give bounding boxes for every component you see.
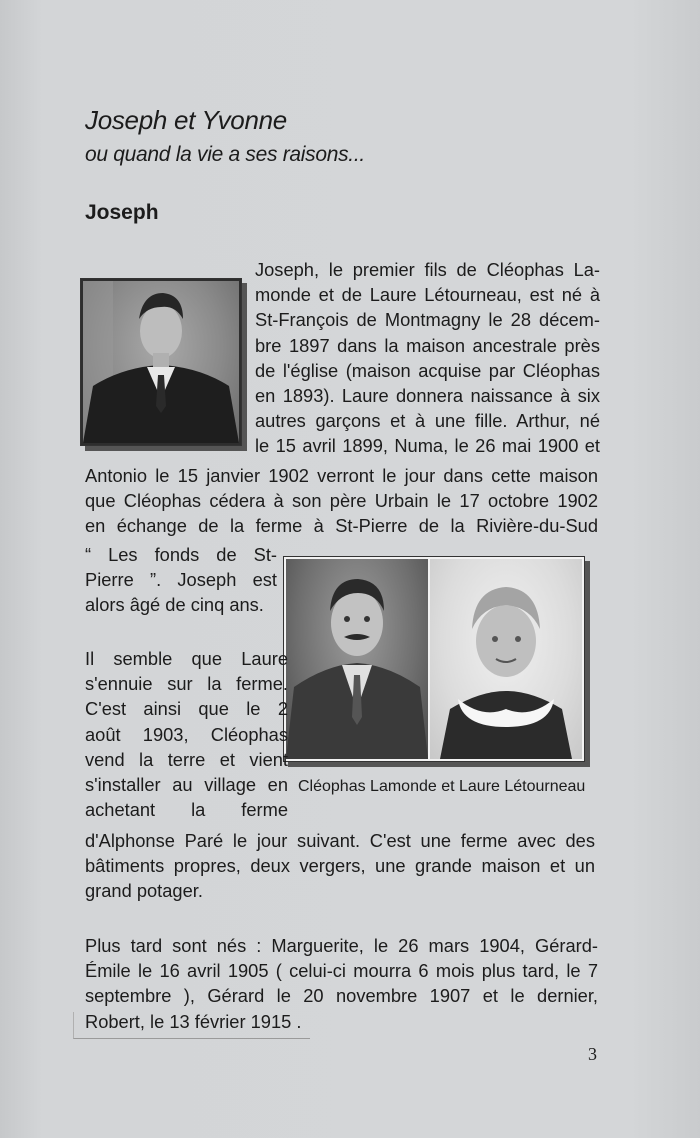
text-line: achetant la ferme — [85, 799, 288, 821]
joseph-portrait-image — [83, 281, 239, 443]
text-line: août 1903, Cléophas — [85, 723, 288, 745]
chapter-subtitle: ou quand la vie a ses raisons... — [85, 143, 365, 166]
text-line: autres garçons et à une fille. Arthur, né — [255, 410, 600, 432]
text-line: bâtiments propres, deux vergers, une grande maison et un — [85, 855, 595, 877]
text-line: que Cléophas cédera à son père Urbain le 17 octobre 1902 — [85, 490, 598, 512]
text-line: St-François de Montmagny le 28 décem- — [255, 309, 600, 331]
text-line: grand potager. — [85, 880, 203, 902]
text-line: C'est ainsi que le 2 — [85, 698, 288, 720]
text-line: s'installer au village en — [85, 773, 288, 795]
text-line: Émile le 16 avril 1905 ( celui-ci mourra 6 mois plus tard, le 7 — [85, 960, 598, 982]
photo-caption: Cléophas Lamonde et Laure Létourneau — [298, 778, 586, 795]
text-line: bre 1897 dans la maison ancestrale près — [255, 334, 600, 356]
text-line: Antonio le 15 janvier 1902 verront le jour dans cette maison — [85, 465, 598, 486]
paragraph-2-full — [85, 828, 595, 904]
paragraph-1-left — [85, 542, 277, 618]
text-line: “ Les fonds de St- — [85, 544, 277, 565]
text-line: Joseph, le premier fils de Cléophas La- — [255, 259, 600, 280]
text-line: vend la terre et vient — [85, 748, 288, 770]
laure-portrait-image — [430, 559, 582, 759]
text-line: d'Alphonse Paré le jour suivant. C'est une ferme avec des — [85, 830, 595, 851]
cleophas-portrait-image — [286, 559, 428, 759]
chapter-title: Joseph et Yvonne — [85, 105, 287, 135]
paragraph-3 — [85, 933, 598, 1034]
section-heading: Joseph — [85, 201, 159, 224]
text-line: alors âgé de cinq ans. — [85, 594, 264, 616]
joseph-portrait — [80, 278, 242, 446]
text-line: Pierre ”. Joseph est — [85, 569, 277, 591]
text-line: Plus tard sont nés : Marguerite, le 26 mars 1904, Gérard- — [85, 935, 598, 956]
text-line: monde et de Laure Létourneau, est né à — [255, 284, 600, 306]
parents-portrait — [283, 556, 585, 762]
paragraph-2-left — [85, 646, 288, 822]
text-line: Robert, le 13 février 1915 . — [85, 1010, 302, 1032]
text-line: le 15 avril 1899, Numa, le 26 mai 1900 et — [255, 435, 600, 457]
page-number: 3 — [588, 1044, 597, 1064]
paragraph-1-right — [255, 257, 600, 459]
text-line: en échange de la ferme à St-Pierre de la Rivière-du-Sud — [85, 515, 598, 537]
text-line: Il semble que Laure — [85, 648, 288, 669]
text-line: septembre ), Gérard le 20 novembre 1907 et le dernier, — [85, 985, 598, 1007]
text-line: en 1893). Laure donnera naissance à six — [255, 384, 600, 406]
text-line: de l'église (maison acquise par Cléophas — [255, 359, 600, 381]
paragraph-1-full — [85, 463, 598, 539]
text-line: s'ennuie sur la ferme. — [85, 673, 288, 695]
